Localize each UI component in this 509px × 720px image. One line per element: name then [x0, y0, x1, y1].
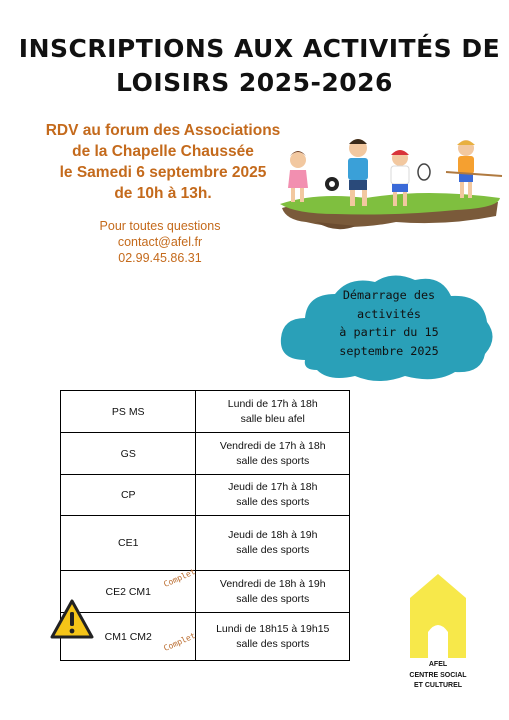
table-row [61, 475, 350, 516]
page-title [0, 32, 509, 100]
kids-playing-illustration [276, 130, 504, 240]
announcement-line-2: activités [357, 306, 421, 321]
boy-figure [348, 139, 368, 206]
level-cell: CE1 [61, 516, 196, 571]
forum-line-4: de 10h à 13h. [114, 185, 212, 202]
level-cell: CM1 CM2 [61, 613, 196, 661]
full-mark-cm1-cm2: Complet [162, 631, 197, 653]
slot-time: Jeudi de 17h à 18h [228, 481, 318, 493]
contact-info [60, 218, 260, 266]
slot-place: salle bleu afel [240, 412, 305, 425]
slot-time: Lundi de 18h15 à 19h15 [216, 622, 330, 635]
slot-time: Vendredi de 18h à 19h [219, 577, 326, 590]
level-cell: GS [61, 433, 196, 475]
slot-place: salle des sports [236, 454, 310, 467]
girl-figure [288, 151, 308, 202]
title-line-1: INSCRIPTIONS AUX ACTIVITÉS DE [18, 34, 501, 63]
table-row [61, 433, 350, 475]
start-date-announcement [300, 286, 478, 360]
contact-email: contact@afel.fr [117, 235, 203, 249]
warning-icon [50, 598, 94, 640]
slot-time: Vendredi de 17h à 18h [219, 439, 326, 452]
announcement-line-4: septembre 2025 [339, 343, 439, 358]
slot-place: salle des sports [236, 496, 310, 508]
slot-cell [196, 433, 350, 475]
slot-cell [196, 571, 350, 613]
contact-phone: 02.99.45.86.31 [118, 251, 202, 265]
slot-time: Lundi de 17h à 18h [227, 397, 318, 410]
slot-cell [196, 613, 350, 661]
slot-place: salle des sports [236, 544, 310, 556]
forum-line-3: le Samedi 6 septembre 2025 [59, 164, 267, 181]
announcement-line-1: Démarrage des [342, 288, 436, 302]
table-row [61, 613, 350, 661]
forum-line-2: de la Chapelle Chaussée [72, 143, 254, 160]
table-row [61, 571, 350, 613]
slot-place: salle des sports [236, 637, 310, 650]
level-cell: CE2 CM1 [61, 571, 196, 613]
logo-line-3: ET CULTUREL [413, 682, 463, 689]
forum-line-1: RDV au forum des Associations [45, 122, 281, 139]
table-row [61, 516, 350, 571]
schedule-table [60, 390, 350, 661]
logo-line-2: CENTRE SOCIAL [409, 671, 467, 679]
slot-cell [196, 475, 350, 516]
level-cell: CP [61, 475, 196, 516]
logo-line-1: AFEL [428, 661, 448, 668]
announcement-line-3: à partir du 15 [339, 325, 439, 339]
slot-time: Jeudi de 18h à 19h [228, 529, 318, 541]
forum-info [28, 120, 298, 204]
full-mark-ce2-cm1: Complet [162, 567, 197, 589]
boy-with-stick-figure [446, 140, 502, 198]
contact-intro: Pour toutes questions [99, 219, 221, 233]
slot-cell [196, 516, 350, 571]
slot-place: salle des sports [236, 592, 310, 605]
slot-cell [196, 391, 350, 433]
afel-logo-label [400, 660, 476, 692]
level-cell: PS MS [61, 391, 196, 433]
title-line-2: LOISIRS 2025-2026 [116, 68, 393, 97]
table-row [61, 391, 350, 433]
